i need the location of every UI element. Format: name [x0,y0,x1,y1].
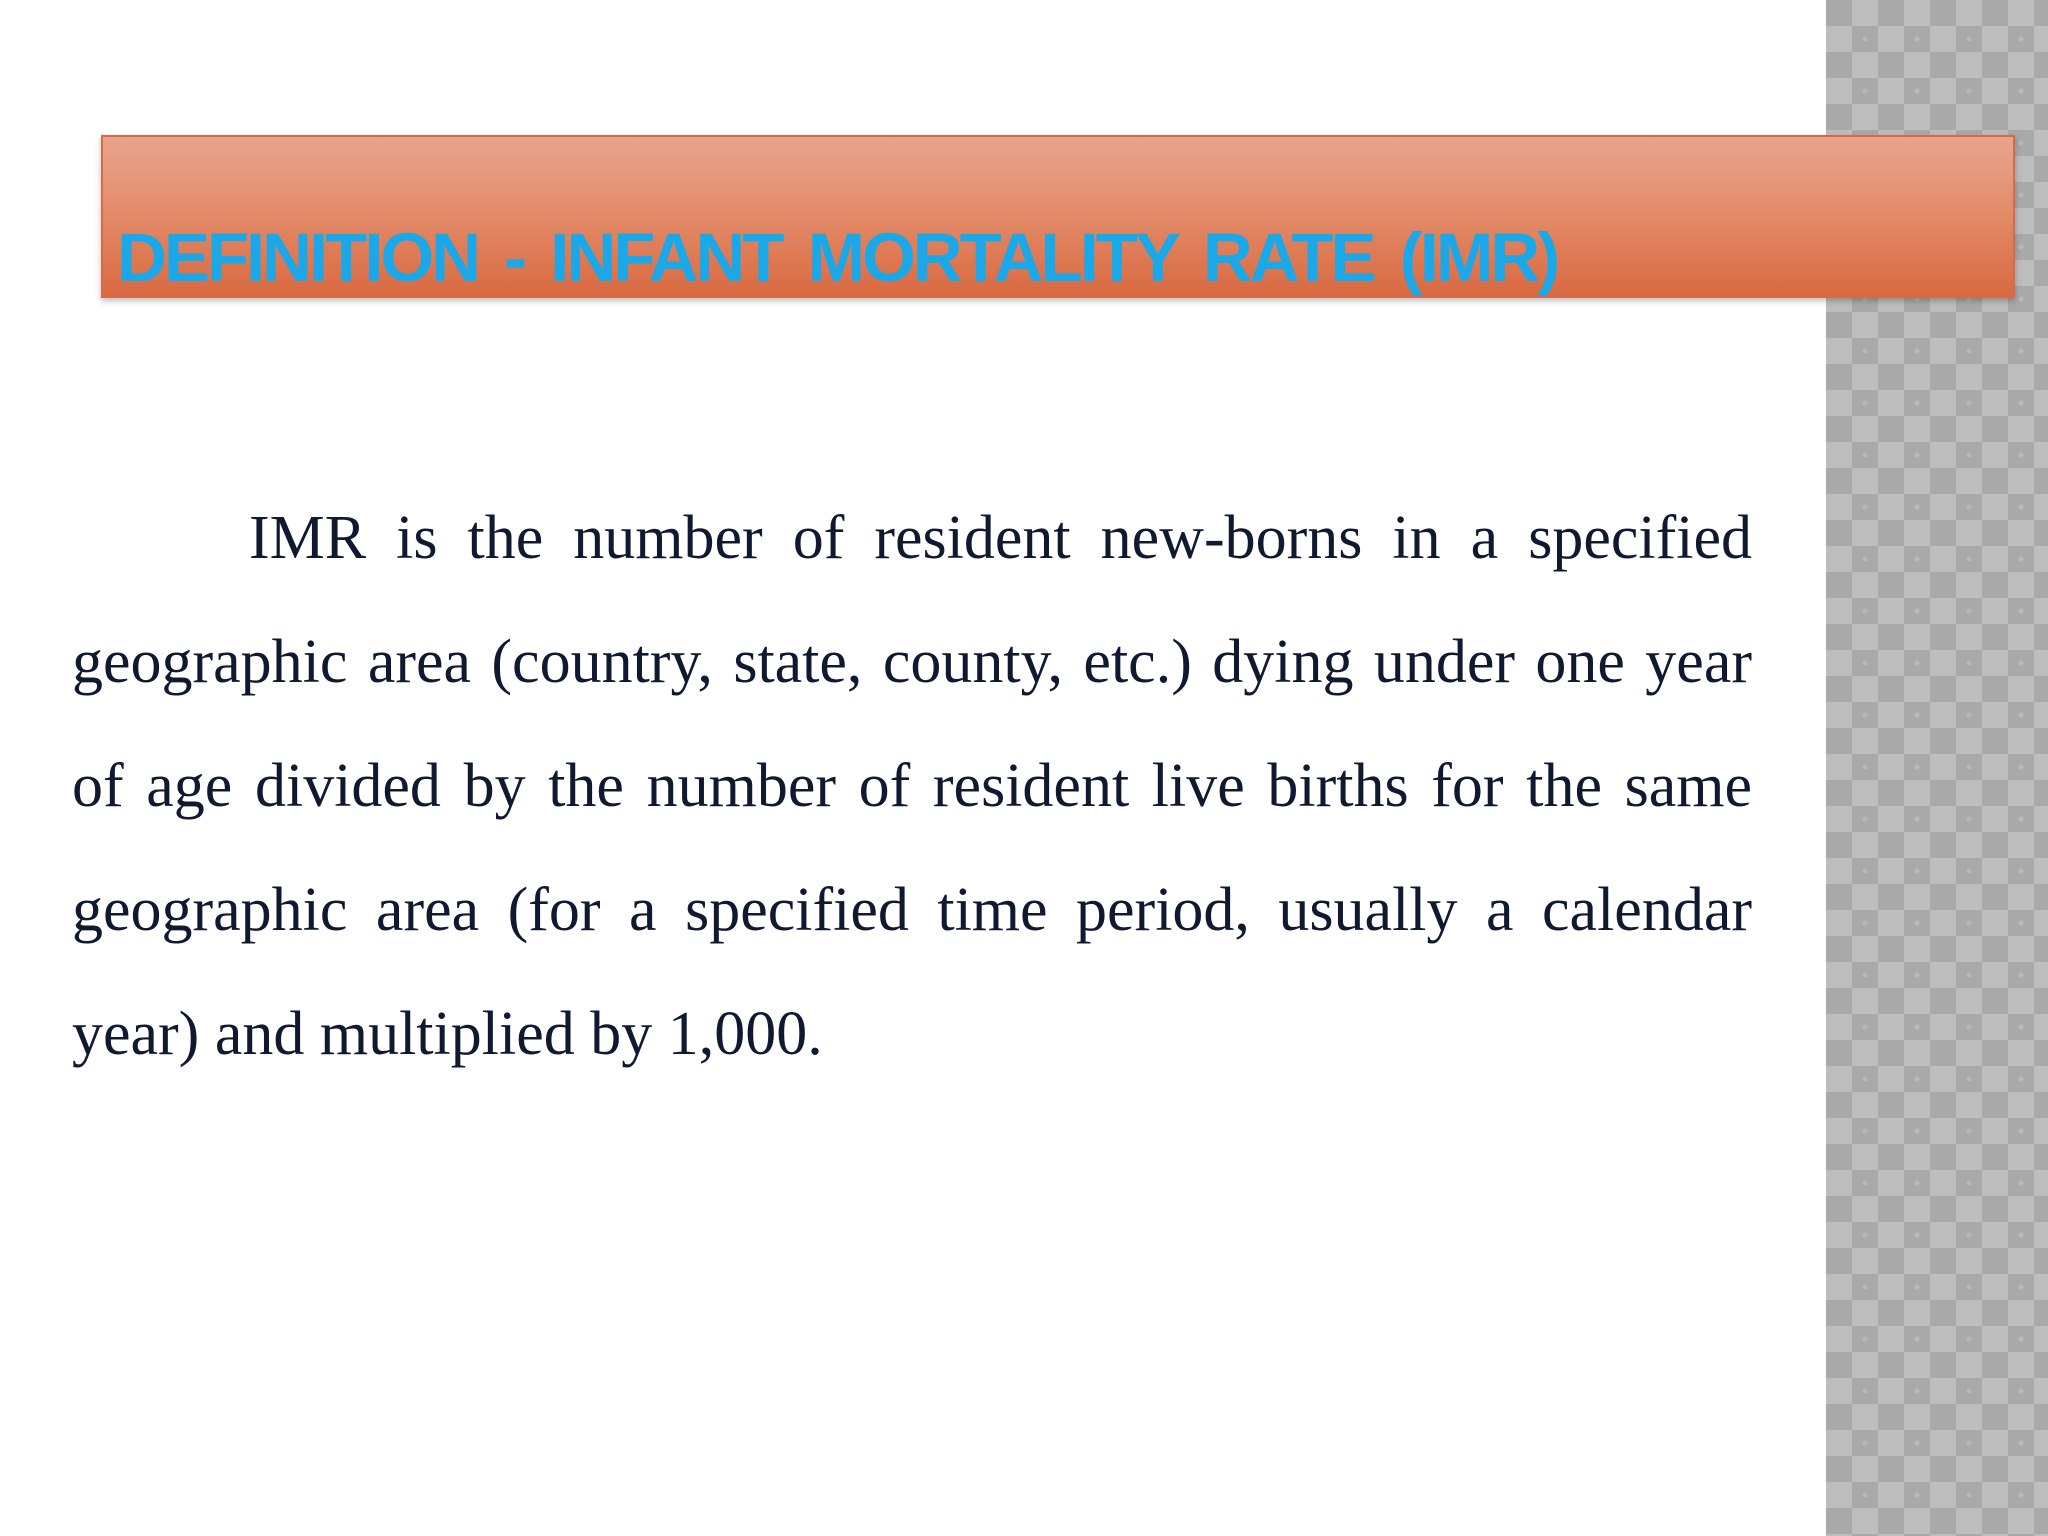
slide-title: DEFINITION - INFANT MORTALITY RATE (IMR) [117,219,1558,296]
definition-paragraph: IMR is the number of resident new-borns in a specified geographic area (country, state, county, etc.) dying under one year of age divided by the number of resident live births for the same geographic area (for a specified time period, usually a calendar year) and multiplied by 1,000. [72,504,1752,1068]
title-banner [101,135,2015,298]
